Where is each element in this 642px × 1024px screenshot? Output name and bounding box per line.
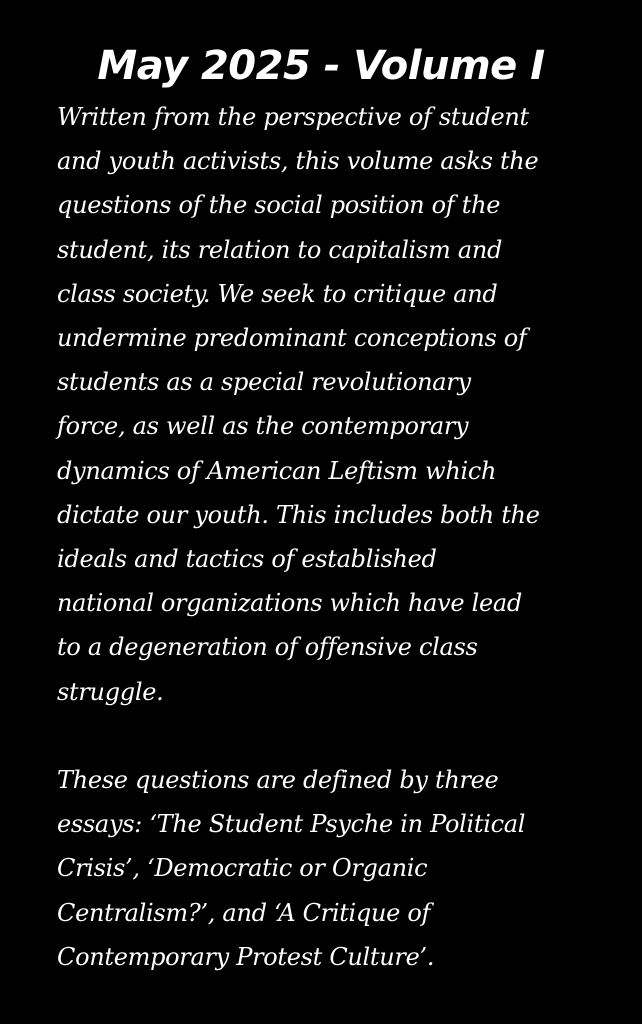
paragraph-line: dictate our youth. This includes both the xyxy=(57,500,540,529)
paragraph-line: essays: ‘The Student Psyche in Political xyxy=(57,810,526,839)
paragraph-line: undermine predominant conceptions of xyxy=(57,324,527,353)
paragraph-line: Contemporary Protest Culture’. xyxy=(57,942,435,971)
paragraph-line: force, as well as the contemporary xyxy=(57,412,469,441)
description-paragraph-2 xyxy=(57,758,617,979)
paragraph-line: student, its relation to capitalism and xyxy=(57,235,503,264)
paragraph-line: national organizations which have lead xyxy=(57,589,522,618)
paragraph-line: questions of the social position of the xyxy=(57,191,501,220)
paragraph-line: Written from the perspective of student xyxy=(57,103,529,131)
page-title: May 2025 - Volume I xyxy=(97,43,545,89)
paragraph-line: struggle. xyxy=(57,677,164,706)
description-paragraph-1 xyxy=(57,95,617,714)
paragraph-line: These questions are defined by three xyxy=(57,766,499,794)
paragraph-line: dynamics of American Leftism which xyxy=(57,456,497,485)
paragraph-line: Crisis’, ‘Democratic or Organic xyxy=(57,854,428,883)
paragraph-line: students as a special revolutionary xyxy=(57,368,471,397)
paragraph-line: Centralism?’, and ‘A Critique of xyxy=(57,898,431,927)
paragraph-line: to a degeneration of offensive class xyxy=(57,633,478,662)
paragraph-line: and youth activists, this volume asks the xyxy=(57,147,539,176)
paragraph-line: class society. We seek to critique and xyxy=(57,279,498,308)
paragraph-line: ideals and tactics of established xyxy=(57,545,437,574)
